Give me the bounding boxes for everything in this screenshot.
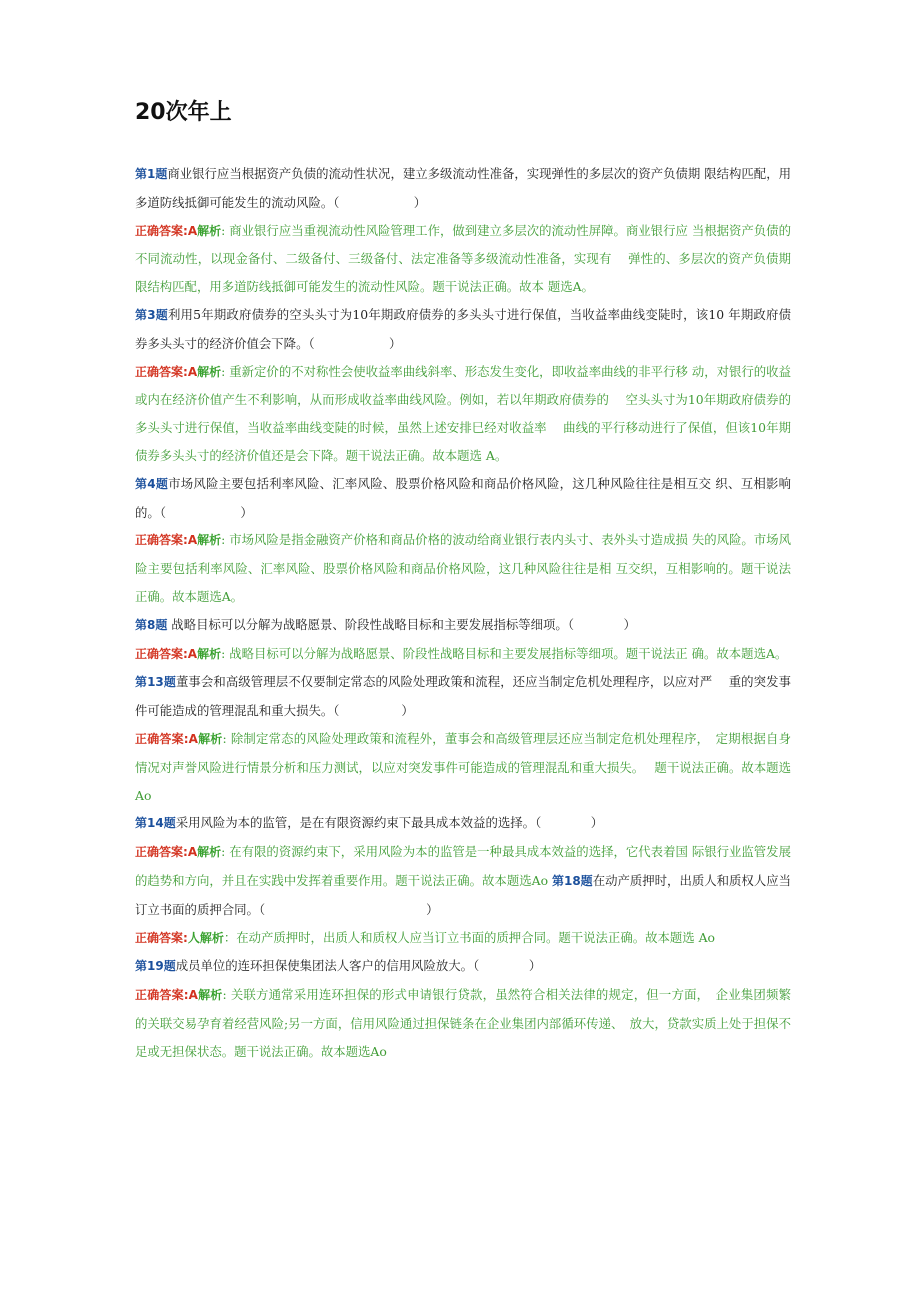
explanation-label: 人解析 xyxy=(187,930,224,945)
question-number: 第18题 xyxy=(551,873,593,888)
explanation-label: 解析 xyxy=(197,223,222,238)
question-number: 第4题 xyxy=(135,476,169,491)
explanation-label: 解析 xyxy=(197,845,222,860)
question-13 xyxy=(135,668,791,725)
answer-19 xyxy=(135,981,791,1065)
question-number: 第1题 xyxy=(135,167,168,181)
question-1 xyxy=(135,160,791,217)
question-19 xyxy=(135,952,791,981)
answer-14 xyxy=(135,838,791,923)
page-title: 20次年上 xyxy=(135,100,232,125)
question-text: 商业银行应当根据资产负债的流动性状况，建立多级流动性准备，实现弹性的多层次的资产负债期 限结构匹配，用多道防线抵御可能发生的流动风险。（ ） xyxy=(135,166,791,210)
explanation-text: : 战略目标可以分解为战略愿景、阶段性战略目标和主要发展指标等细项。题干说法正 确。故本题选A。 xyxy=(221,645,788,661)
answer-18 xyxy=(135,924,791,953)
question-8 xyxy=(135,611,791,640)
answer-label: 正确答案:A xyxy=(135,533,198,548)
explanation-text: : 市场风险是指金融资产价格和商品价格的波动给商业银行表内头寸、表外头寸造成损 失的风险。市场风险主要包括利率风险、汇率风险、股票价格风险和商品价格风险，这几种风险往往是相 互交织，互相影响的。题干说法正确。故本题选A。 xyxy=(135,532,791,604)
explanation-label: 解析 xyxy=(197,731,223,746)
explanation-text: : 重新定价的不对称性会使收益率曲线斜率、形态发生变化，即收益率曲线的非平行移 动，对银行的收益或内在经济价值产生不利影响，从而形成收益率曲线风险。例如，若以年期政府债券的 空头头寸为10年期政府债券的多头头寸进行保值，当收益率曲线变陡的时候，虽然上述安排巳经对收益率 曲线的平行移动进行了保值，但该10年期债券多头头寸的经济价值还是会下降。题干说法正确。故本题选 A。 xyxy=(135,363,791,463)
explanation-text: ：在动产质押时，出质人和质权人应当订立书面的质押合同。题干说法正确。故本题选 Ao xyxy=(223,929,716,945)
question-text: 市场风险主要包括利率风险、汇率风险、股票价格风险和商品价格风险，这几种风险往往是相互交 织、互相影响的。（ ） xyxy=(135,475,791,520)
explanation-text: : 在有限的资源约束下，采用风险为本的监管是一种最具成本效益的选择，它代表着国 际银行业监管发展的趋势和方向，并且在实践中发挥着重要作用。题干说法正确。故本题选Ao xyxy=(135,844,791,888)
question-text: 采用风险为本的监管，是在有限资源约束下最具成本效益的选择。（ ） xyxy=(175,815,604,831)
explanation-label: 解析 xyxy=(197,646,222,661)
answer-label: 正确答案:A xyxy=(135,988,198,1003)
explanation-text: : 关联方通常采用连环担保的形式申请银行贷款，虽然符合相关法律的规定，但一方面， 企业集团频繁的关联交易孕育着经营风险;另一方面，信用风险通过担保链条在企业集团内部循环传递、 放大，贷款实质上处于担保不足或无担保状态。题干说法正确。故本题选Ao xyxy=(135,987,791,1059)
answer-label: 正确答案:A xyxy=(135,646,198,661)
question-3 xyxy=(135,301,791,358)
document-page xyxy=(135,96,791,1066)
explanation-text: : 除制定常态的风险处理政策和流程外，董事会和高级管理层还应当制定危机处理程序， 定期根据自身情况对声誉风险进行情景分析和压力测试，以应对突发事件可能造成的管理混乱和重大损失。 题干说法正确。故本题选Ao xyxy=(135,730,791,803)
answer-label: 正确答案:A xyxy=(135,845,198,860)
question-text: 在动产质押时，出质人和质权人应当订立书面的质押合同。（ ） xyxy=(135,872,791,917)
question-text: 成员单位的连环担保使集团法人客户的信用风险放大。（ ） xyxy=(175,958,542,974)
answer-label: 正确答案:A xyxy=(135,731,198,746)
question-4 xyxy=(135,470,791,527)
explanation-text: : 商业银行应当重视流动性风险管理工作，做到建立多层次的流动性屏障。商业银行应 当根据资产负债的不同流动性，以现金备付、二级备付、三级备付、法定准备等多级流动性准备，实现有 弹性的、多层次的资产负债期限结构匹配，用多道防线抵御可能发生的流动性风险。题干说法正确。故本 题选A。 xyxy=(135,222,791,295)
question-number: 第3题 xyxy=(135,307,168,322)
question-text: 战略目标可以分解为战略愿景、阶段性战略目标和主要发展指标等细项。（ ） xyxy=(167,616,636,632)
answer-4 xyxy=(135,526,791,610)
answer-1 xyxy=(135,217,791,301)
question-number: 第19题 xyxy=(135,959,176,974)
answer-3 xyxy=(135,358,791,470)
answer-13 xyxy=(135,725,791,809)
question-number: 第8题 xyxy=(135,617,168,632)
answer-label: 正确答案:A xyxy=(135,364,198,379)
answer-label: 正确答案: xyxy=(135,930,188,945)
question-text: 利用5年期政府债券的空头头寸为10年期政府债券的多头头寸进行保值，当收益率曲线变陡时，该10 年期政府债券多头头寸的经济价值会下降。（ ） xyxy=(135,306,791,351)
question-14 xyxy=(135,809,791,838)
answer-8 xyxy=(135,640,791,669)
answer-label: 正确答案:A xyxy=(135,223,198,238)
explanation-label: 解析 xyxy=(197,533,222,548)
question-number: 第14题 xyxy=(135,816,176,831)
question-text: 董事会和高级管理层不仅要制定常态的风险处理政策和流程，还应当制定危机处理程序，以应对严 重的突发事件可能造成的管理混乱和重大损失。（ ） xyxy=(135,674,791,719)
explanation-label: 解析 xyxy=(197,364,222,379)
explanation-label: 解析 xyxy=(197,988,223,1003)
question-number: 第13题 xyxy=(135,675,176,690)
